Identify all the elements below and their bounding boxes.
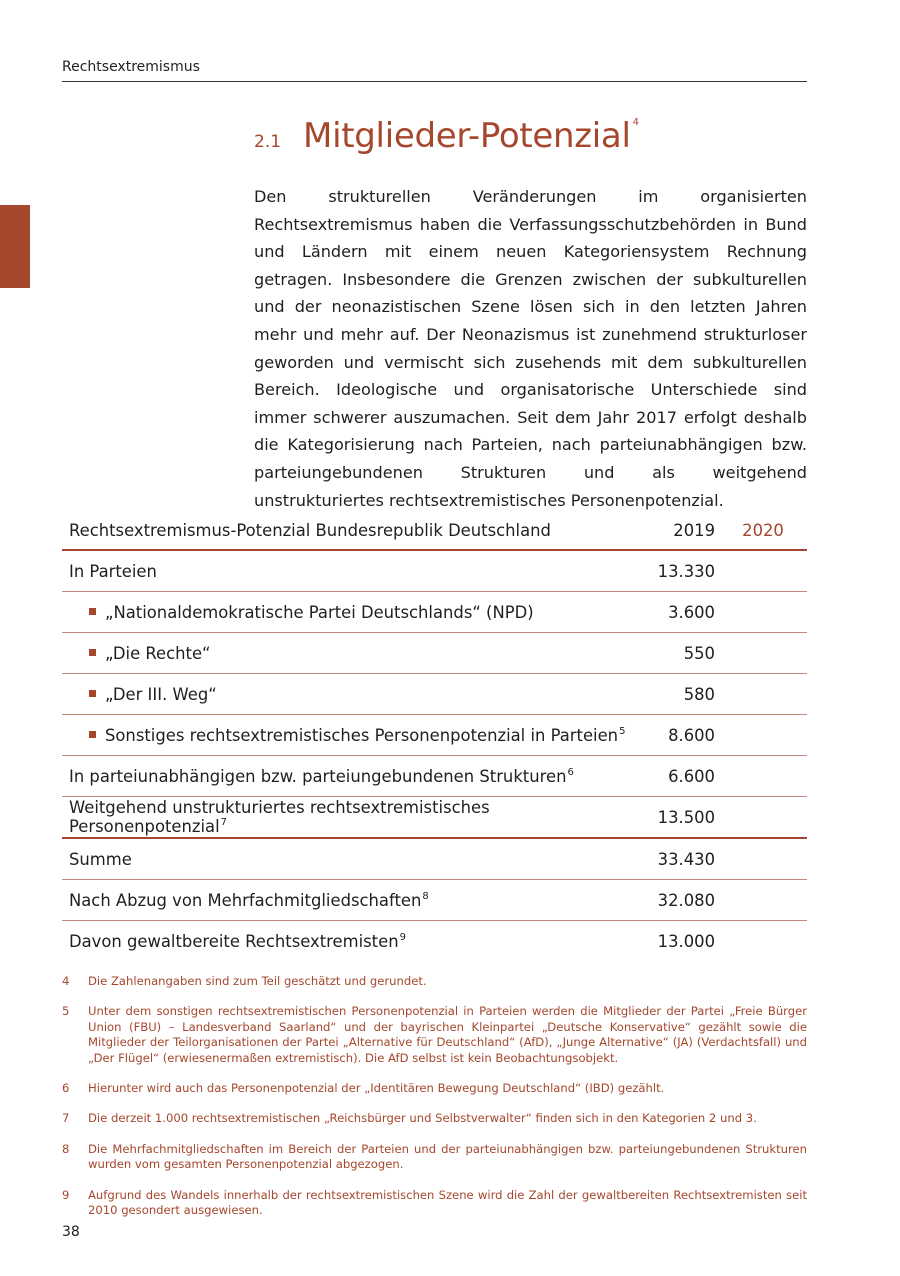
footnote-text: Die derzeit 1.000 rechtsextremistischen „Reichsbürger und Selbstverwalter“ finden sich in den Kategorien 2 und 3.	[88, 1111, 757, 1126]
row-value-2019: 6.600	[635, 756, 719, 797]
footnote-number: 7	[62, 1111, 70, 1126]
footnote-ref: 9	[399, 931, 406, 943]
footnote-number: 5	[62, 1004, 70, 1019]
row-label: Davon gewaltbereite Rechtsextremisten$^9$	[69, 931, 406, 951]
footnote-ref: 5	[619, 725, 626, 737]
row-label: Summe	[62, 838, 635, 880]
row-value-2020	[719, 838, 807, 880]
section-footnote-ref: 4	[632, 117, 639, 128]
table-header-label: Rechtsextremismus-Potenzial Bundesrepublik Deutschland	[62, 511, 635, 550]
row-label: Nach Abzug von Mehrfachmitgliedschaften$^8$	[62, 880, 635, 921]
row-value-2019: 3.600	[635, 592, 719, 633]
section-number: 2.1	[254, 132, 282, 152]
page-number: 38	[62, 1224, 80, 1240]
square-bullet-icon	[89, 690, 96, 697]
row-value-2020	[719, 715, 807, 756]
row-value-2019: 33.430	[635, 838, 719, 880]
table-header-2019: 2019	[635, 511, 719, 550]
chapter-side-tab	[0, 205, 30, 288]
footnote-text: Die Zahlenangaben sind zum Teil geschätzt und gerundet.	[88, 974, 427, 988]
footnote-number: 8	[62, 1141, 70, 1156]
table-row	[62, 592, 807, 633]
table-row	[62, 633, 807, 674]
footnote-text: Unter dem sonstigen rechtsextremistischen Personenpotenzial in Parteien werden die Mitglieder der Partei „Freie Bürger Union (FBU) – Landesverband Saarland“ und der bayrischen Kleinpartei „Deutsche Konservative“ gezählt sowie die Mitglieder der Teilorganisationen der Partei „Alternative für Deutschland“ (AfD), „Junge Alternative“ (JA) (Verdachtsfall) und „Der Flügel“ (erwiesenermaßen extremistisch). Die AfD selbst ist kein Beobachtungsobjekt.	[88, 1004, 807, 1065]
row-value-2019: 13.330	[635, 550, 719, 592]
table-row	[62, 921, 807, 962]
footnote-text: Aufgrund des Wandels innerhalb der rechtsextremistischen Szene wird die Zahl der gewaltbereiten Rechtsextremisten seit 2010 gesondert ausgewiesen.	[88, 1187, 807, 1218]
potential-table	[62, 511, 807, 961]
row-label: „Nationaldemokratische Partei Deutschlands“ (NPD)	[62, 592, 635, 633]
row-value-2020	[719, 592, 807, 633]
table-header-2020: 2020	[719, 511, 807, 550]
footnote	[62, 1111, 807, 1126]
row-value-2019: 13.500	[635, 797, 719, 839]
footnote	[62, 1004, 807, 1066]
header-rule	[62, 81, 807, 82]
footnote-text: Die Mehrfachmitgliedschaften im Bereich der Parteien und der parteiunabhängigen bzw. parteiungebundenen Strukturen wurden vom gesamten Personenpotenzial abgezogen.	[88, 1141, 807, 1172]
row-value-2020	[719, 550, 807, 592]
table-row	[62, 550, 807, 592]
table-row	[62, 715, 807, 756]
row-value-2019: 8.600	[635, 715, 719, 756]
row-label: „Die Rechte“	[62, 633, 635, 674]
row-value-2019: 580	[635, 674, 719, 715]
table-row-sum	[62, 838, 807, 880]
square-bullet-icon	[89, 649, 96, 656]
footnote	[62, 974, 807, 989]
row-value-2019: 550	[635, 633, 719, 674]
section-heading	[254, 116, 639, 156]
row-value-2020	[719, 633, 807, 674]
row-label: In Parteien	[62, 550, 635, 592]
row-label: In parteiunabhängigen bzw. parteiungebundenen Strukturen$^6$	[62, 756, 635, 797]
row-value-2019: 13.000	[657, 931, 715, 951]
table-header-row	[62, 511, 807, 550]
footnote-ref: 7	[220, 817, 228, 828]
footnotes	[62, 974, 807, 1233]
row-label: Sonstiges rechtsextremistisches Personenpotenzial in Parteien$^5$	[62, 715, 635, 756]
section-title: Mitglieder-Potenzial	[303, 116, 631, 156]
square-bullet-icon	[89, 731, 96, 738]
row-value-2020	[719, 756, 807, 797]
row-value-2019: 32.080	[635, 880, 719, 921]
footnote	[62, 1081, 807, 1096]
footnote	[62, 1188, 807, 1219]
row-value-2020	[719, 797, 807, 839]
row-value-2020	[719, 674, 807, 715]
table-row	[62, 880, 807, 921]
footnote-number: 4	[62, 974, 70, 988]
running-header: Rechtsextremismus	[62, 59, 200, 75]
table-row	[62, 797, 807, 839]
row-label: „Der III. Weg“	[62, 674, 635, 715]
row-label: Weitgehend unstrukturiertes rechtsextremistisches Personenpotenzial$^7$	[62, 797, 635, 839]
footnote-text: Hierunter wird auch das Personenpotenzial der „Identitären Bewegung Deutschland“ (IBD) gezählt.	[88, 1081, 665, 1096]
footnote	[62, 1142, 807, 1173]
footnote-number: 6	[62, 1081, 70, 1096]
row-value-2020	[719, 880, 807, 921]
footnote-number: 9	[62, 1187, 70, 1202]
row-value-2020	[719, 921, 807, 962]
footnote-ref: 8	[422, 890, 429, 902]
body-paragraph: Den strukturellen Veränderungen im organisierten Rechtsextremismus haben die Verfassungsschutzbehörden in Bund und Ländern mit einem neuen Kategoriensystem Rechnung getragen. Insbesondere die Grenzen zwischen der subkulturellen und der neonazistischen Szene lösen sich in den letzten Jahren mehr und mehr auf. Der Neonazismus ist zunehmend strukturloser geworden und vermischt sich zusehends mit dem subkulturellen Bereich. Ideologische und organisatorische Unterschiede sind immer schwerer auszumachen. Seit dem Jahr 2017 erfolgt deshalb die Kategorisierung nach Parteien, nach parteiunabhängigen bzw. parteiungebundenen Strukturen und als weitgehend unstrukturiertes rechtsextremistisches Personenpotenzial.	[254, 187, 807, 510]
table-row	[62, 674, 807, 715]
footnote-ref: 6	[567, 766, 574, 778]
table-row	[62, 756, 807, 797]
square-bullet-icon	[89, 608, 96, 615]
